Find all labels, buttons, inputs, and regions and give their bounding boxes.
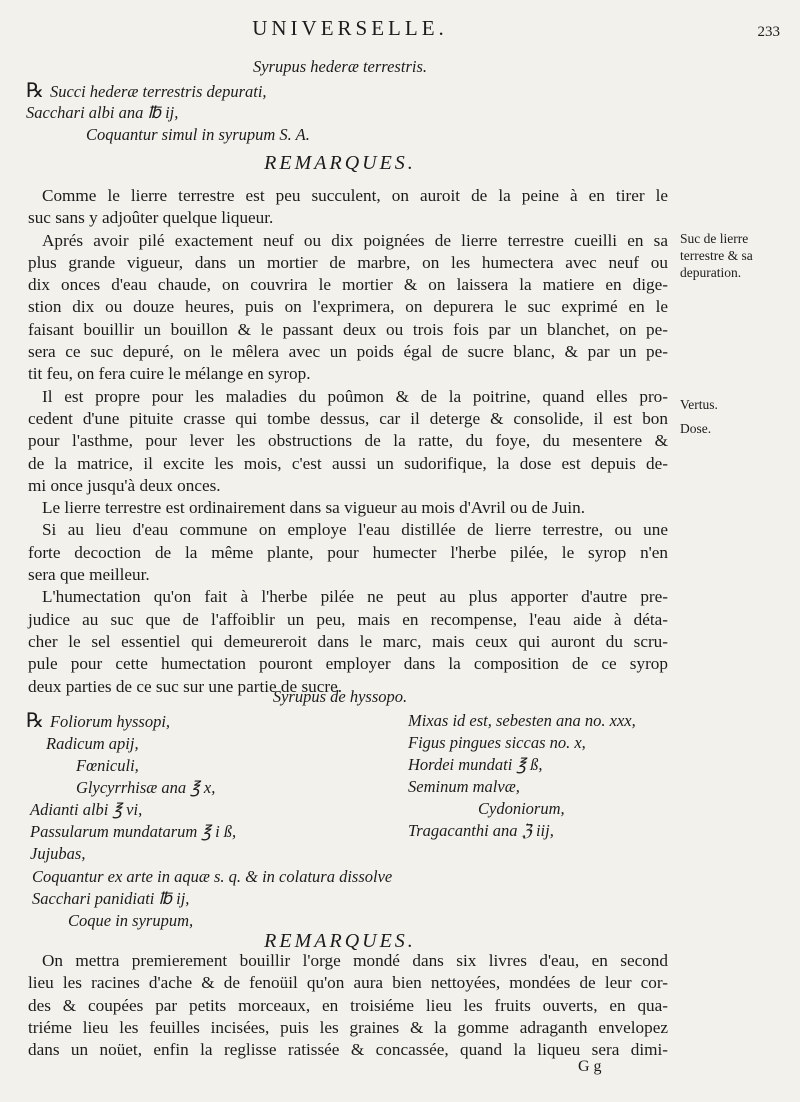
recipe2-title: Syrupus de hyssopo. [272, 687, 408, 706]
ingredient-line: Figus pingues siccas no. x, [408, 733, 586, 752]
text-line: Comme le lierre terrestre est peu succulent, on auroit de la peine à en tirer le [42, 186, 668, 205]
recipe1-line-2: Sacchari albi ana ℔ ij, [26, 103, 179, 122]
text-line: Le lierre terrestre est ordinairement dans sa vigueur au mois d'Avril ou de Juin. [42, 498, 586, 518]
ingredient-text: Foliorum hyssopi, [49, 712, 171, 731]
text-line: faisant bouillir un bouillon & le passant deux ou trois fois par un blanchet, on pe- [28, 319, 668, 339]
recipe1-text: Succi hederæ terrestris depurati, [49, 82, 267, 101]
text-line: pour l'asthme, pour lever les obstructions de la ratte, du foye, du mesentere & [28, 431, 668, 451]
running-title: UNIVERSELLE. [252, 16, 448, 40]
text-line: Si au lieu d'eau commune on employe l'eau distillée de lierre terrestre, ou une [42, 520, 668, 540]
margin-note-dose: Dose. [680, 421, 712, 436]
text-line: mi once jusqu'à deux onces. [28, 475, 221, 495]
margin-note-suc [680, 230, 790, 281]
remarques2-body [28, 950, 668, 1061]
signature-mark: G g [578, 1058, 602, 1075]
text-line: pule pour cette humectation pouront employer dans la composition de ce syrop [28, 654, 668, 674]
recipe1-title: Syrupus hederæ terrestris. [252, 57, 427, 76]
text-line: stion dix ou douze heures, puis on l'exprimera, on depurera le suc exprimé en le [28, 297, 668, 317]
remarques-heading-1: REMARQUES. [264, 152, 416, 174]
text-line: cedent d'une pituite crasse qui tombe dessus, car il deterge & consolide, il est bon [28, 408, 668, 428]
ingredient-line: Glycyrrhisæ ana ℥ x, [76, 778, 216, 797]
text-line: sera ce suc depuré, on le mêlera avec un poids égal de sucre blanc, & par un pe- [28, 342, 668, 362]
text-line: lieu les racines d'ache & de fenoüil qu'on aura bien nettoyées, mondées de leur cor- [28, 973, 668, 993]
rx-symbol-icon: ℞ [26, 80, 44, 102]
closing-line: Coquantur ex arte in aquæ s. q. & in colatura dissolve [32, 867, 393, 886]
remarques1-body [28, 185, 668, 698]
running-head [0, 16, 800, 44]
text-line: tit feu, on fera cuire le mélange en syrop. [28, 364, 311, 384]
rx-symbol-icon: ℞ [26, 710, 44, 732]
ingredient-line [26, 710, 236, 733]
recipe1-line-3: Coquantur simul in syrupum S. A. [86, 125, 310, 144]
ingredient-line: Hordei mundati ℥ ß, [408, 755, 543, 774]
recipe2-left-column [26, 710, 236, 865]
text-line: triéme lieu les feuilles incisées, puis les graines & la gomme adraganth envelopez [28, 1017, 668, 1037]
text-line: Aprés avoir pilé exactement neuf ou dix poignées de lierre terrestre cueilli en sa [42, 230, 668, 250]
text-line: L'humectation qu'on fait à l'herbe pilée ne peut au plus apporter d'autre pre- [42, 587, 668, 607]
text-line: dans un noüet, enfin la reglisse ratissée & concassée, quand la liqueu sera dimi- [28, 1040, 668, 1060]
margin-note-line: Suc de lierre [680, 231, 749, 246]
text-line: des & coupées par petits morceaux, en troisiéme lieu les fruits ouverts, en qua- [28, 995, 668, 1015]
text-line: sera que meilleur. [28, 565, 150, 585]
ingredient-line: Tragacanthi ana ℨ iij, [408, 821, 554, 840]
text-line: de la matrice, il excite les mois, c'est aussi un sudorifique, la dose est depuis de- [28, 453, 668, 473]
page-number: 233 [757, 24, 780, 40]
remarques-heading-2: REMARQUES. [264, 930, 416, 952]
ingredient-line: Cydoniorum, [478, 799, 565, 818]
ingredient-line: Passularum mundatarum ℥ i ß, [30, 822, 237, 841]
margin-note-line: terrestre & sa [680, 248, 753, 263]
recipe2-right-column [408, 710, 636, 842]
ingredient-line: Adianti albi ℥ vi, [30, 800, 143, 819]
margin-note-vertus: Vertus. [680, 397, 718, 412]
closing-line: Coque in syrupum, [68, 911, 194, 930]
text-line: dix onces d'eau chaude, on couvrira le mortier & on laissera la matiere en dige- [28, 275, 668, 295]
text-line: forte decoction de la même plante, pour humecter l'herbe pilée, le syrop n'en [28, 542, 668, 562]
ingredient-line: Radicum apij, [46, 734, 139, 753]
recipe2-closing [32, 866, 392, 932]
margin-note-line: depuration. [680, 265, 742, 280]
text-line: deux parties de ce suc sur une partie de sucre. [28, 676, 343, 696]
text-line: cher le sel essentiel qui demeureroit dans le marc, mais ceux qui auront du scru- [28, 631, 668, 651]
recipe1-line-1 [26, 80, 267, 103]
text-line: suc sans y adjoûter quelque liqueur. [28, 208, 274, 228]
text-line: On mettra premierement bouillir l'orge mondé dans six livres d'eau, en second [42, 951, 668, 970]
ingredient-line: Seminum malvæ, [408, 777, 520, 796]
ingredient-line: Mixas id est, sebesten ana no. xxx, [408, 711, 636, 730]
closing-line: Sacchari panidiati ℔ ij, [32, 889, 190, 908]
text-line: plus grande vigueur, dans un mortier de marbre, on les humectera avec neuf ou [28, 252, 668, 272]
text-line: Il est propre pour les maladies du poûmon & de la poitrine, quand elles pro- [42, 386, 668, 406]
ingredient-line: Fœniculi, [76, 756, 139, 775]
text-line: judice au suc que de l'affoiblir un peu, mais en recompense, l'eau aide à déta- [28, 609, 668, 629]
ingredient-line: Jujubas, [30, 844, 86, 863]
